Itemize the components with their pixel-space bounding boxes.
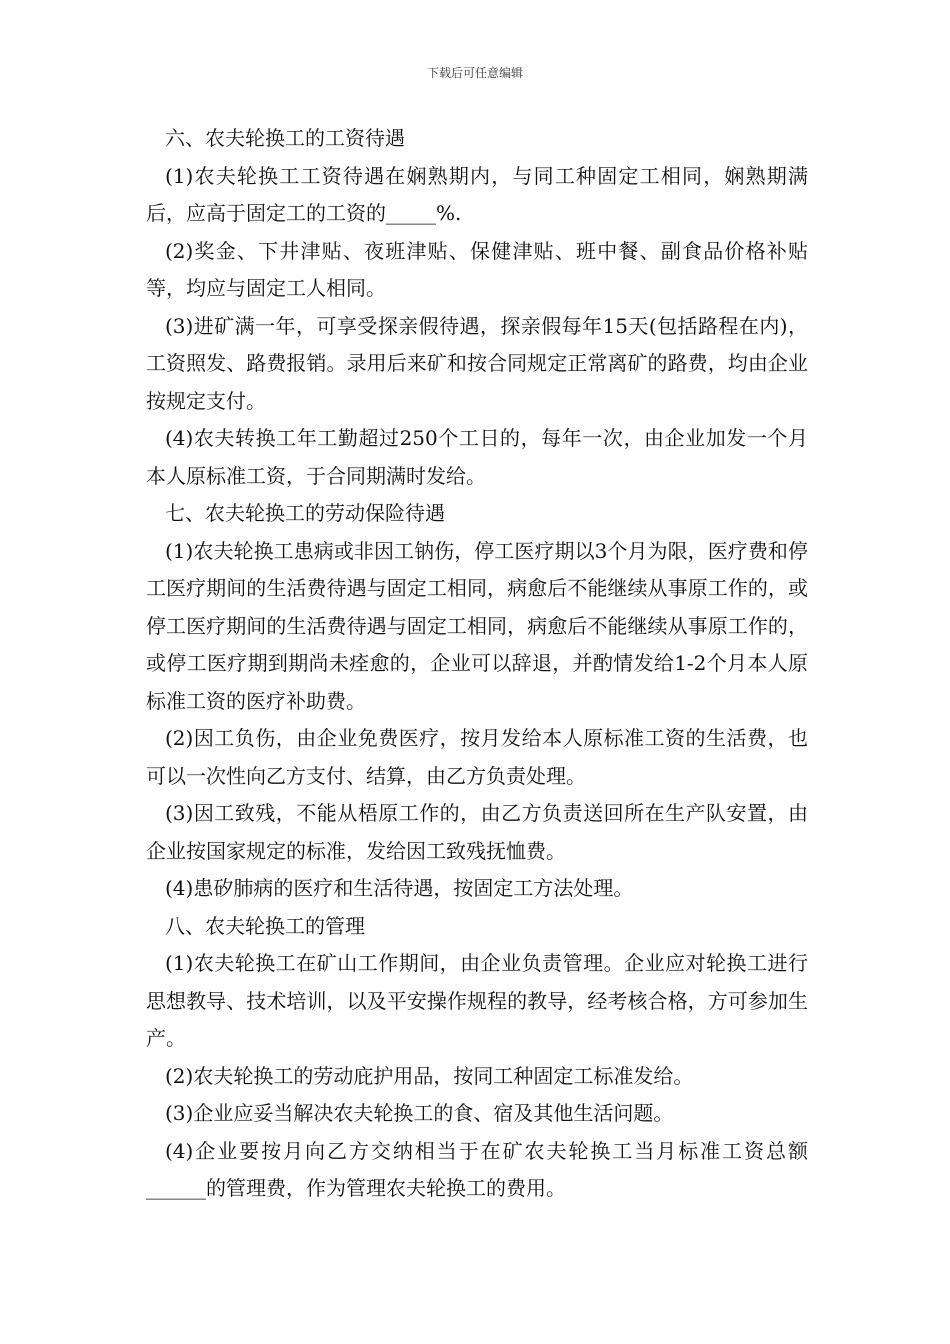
page-header: 下载后可任意编辑 bbox=[426, 66, 523, 80]
paragraph: (1)农夫轮换工工资待遇在娴熟期内，与同工种固定工相同，娴熟期满后，应高于固定工的工资的_____%. bbox=[146, 163, 808, 225]
paragraph: (3)进矿满一年，可享受探亲假待遇，探亲假每年15天(包括路程在内)，工资照发、路费报销。录用后来矿和按合同规定正常离矿的路费，均由企业按规定支付。 bbox=[146, 313, 808, 413]
paragraph: (4)企业要按月向乙方交纳相当于在矿农夫轮换工当月标准工资总额______的管理费，作为管理农夫轮换工的费用。 bbox=[146, 1138, 808, 1200]
paragraph: (2)奖金、下井津贴、夜班津贴、保健津贴、班中餐、副食品价格补贴等，均应与固定工人相同。 bbox=[146, 238, 808, 300]
paragraph: (3)因工致残，不能从梧原工作的，由乙方负责送回所在生产队安置，由企业按国家规定的标准，发给因工致残抚恤费。 bbox=[146, 801, 808, 863]
paragraph: (2)农夫轮换工的劳动庇护用品，按同工种固定工标准发给。 bbox=[165, 1063, 694, 1088]
paragraph: (1)农夫轮换工在矿山工作期间，由企业负责管理。企业应对轮换工进行思想教导、技术培训，以及平安操作规程的教导，经考核合格，方可参加生产。 bbox=[146, 951, 808, 1050]
section-heading: 八、农夫轮换工的管理 bbox=[165, 913, 365, 938]
paragraph: (3)企业应妥当解决农夫轮换工的食、宿及其他生活问题。 bbox=[165, 1101, 674, 1125]
paragraph: (2)因工负伤，由企业免费医疗，按月发给本人原标准工资的生活费，也可以一次性向乙方支付、结算，由乙方负责处理。 bbox=[146, 726, 808, 788]
document-body bbox=[146, 120, 808, 1208]
paragraph: (1)农夫轮换工患病或非因工钠伤，停工医疗期以3个月为限，医疗费和停工医疗期间的生活费待遇与固定工相同，病愈后不能继续从事原工作的，或停工医疗期间的生活费待遇与固定工相同，病愈后不能继续从事原工作的，或停工医疗期到期尚未痊愈的，企业可以辞退，并酌情发给1-2个月本人原标准工资的医疗补助费。 bbox=[146, 538, 808, 713]
paragraph: (4)农夫转换工年工勤超过250个工日的，每年一次，由企业加发一个月本人原标准工资，于合同期满时发给。 bbox=[146, 426, 808, 488]
section-heading: 七、农夫轮换工的劳动保险待遇 bbox=[165, 501, 445, 525]
paragraph: (4)患矽肺病的医疗和生活待遇，按固定工方法处理。 bbox=[165, 876, 634, 900]
section-heading: 六、农夫轮换工的工资待遇 bbox=[165, 126, 405, 150]
